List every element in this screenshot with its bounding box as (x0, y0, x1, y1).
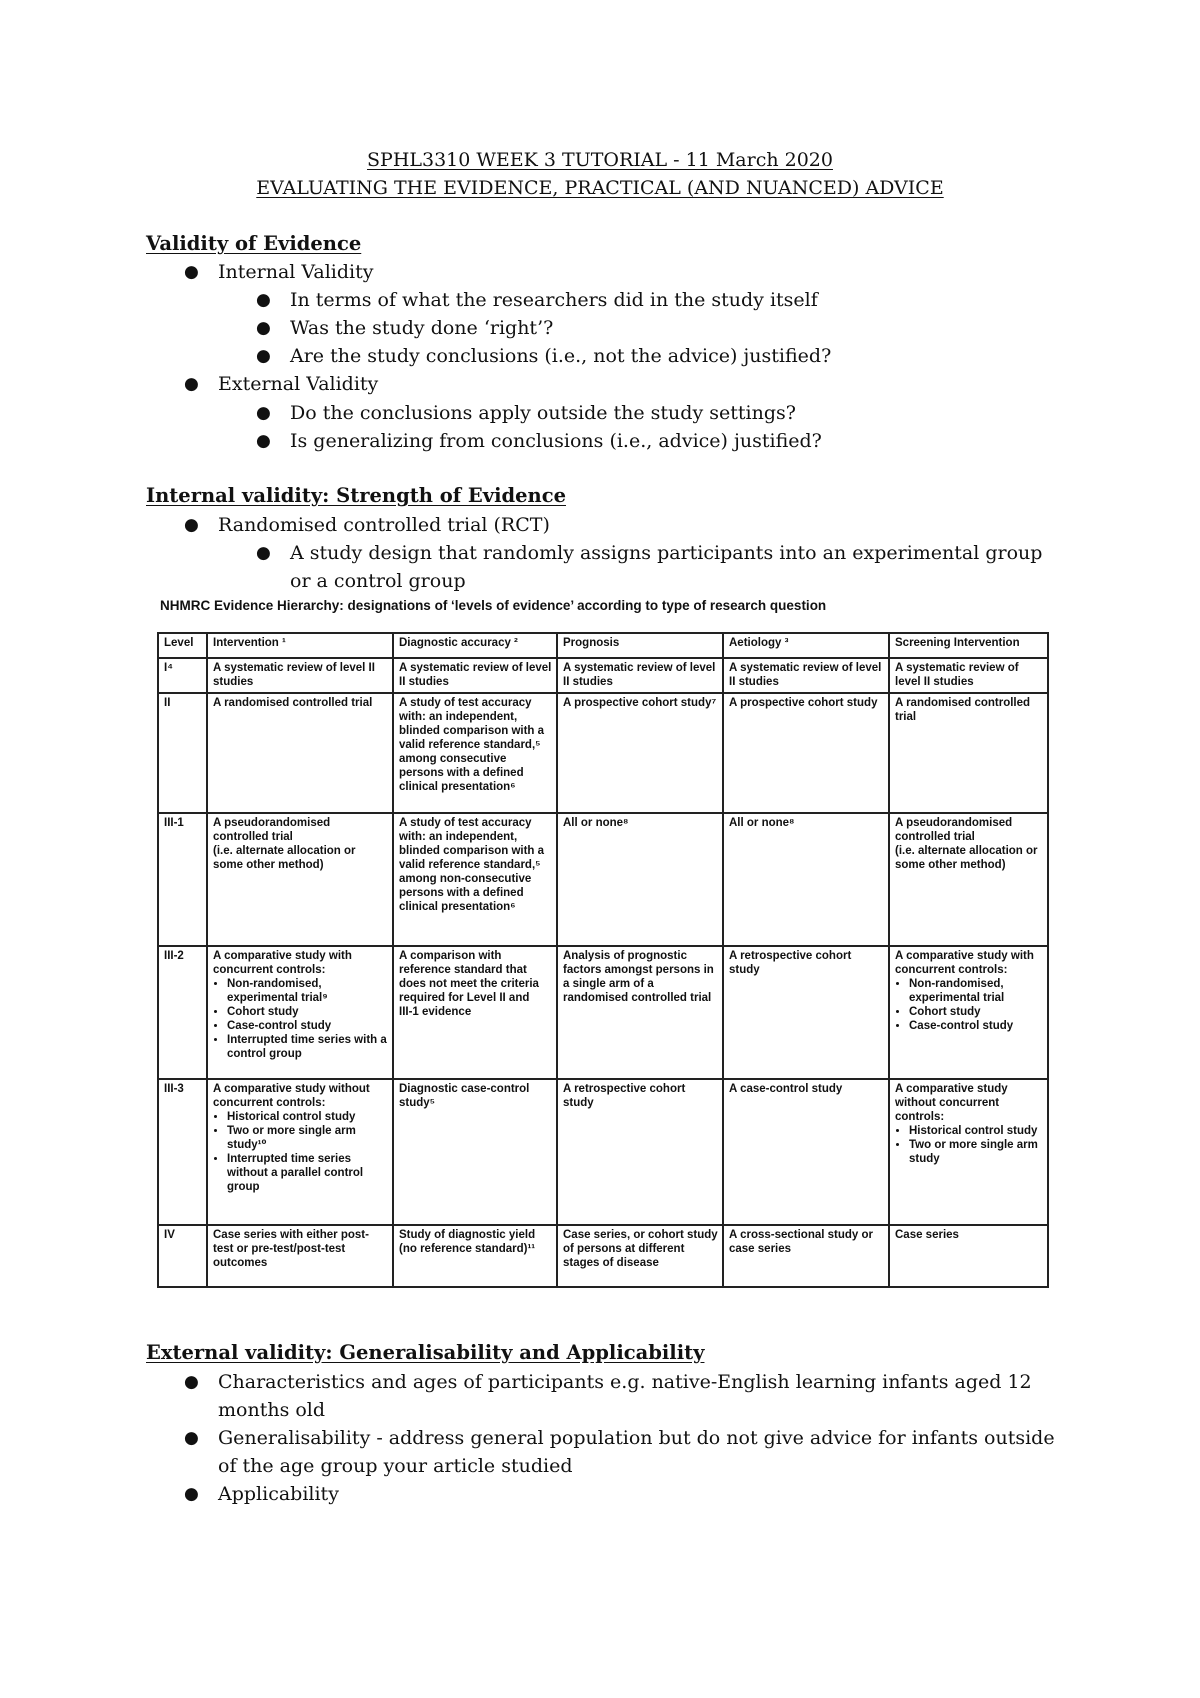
table-cell-level: III-1 (158, 813, 207, 946)
column-header: Intervention ¹ (207, 633, 393, 658)
title-line-2: EVALUATING THE EVIDENCE, PRACTICAL (AND NUANCED) ADVICE (256, 177, 944, 199)
cell-text: A pseudorandomised controlled trial (213, 817, 331, 843)
external-heading: External validity: Generalisability and Applicability (146, 1341, 705, 1364)
table-cell: A randomised controlled trial (207, 693, 393, 813)
table-cell (393, 946, 557, 1079)
table-cell: A systematic review of level II studies (723, 658, 889, 693)
list-item-label: Was the study done ‘right’? (290, 317, 554, 339)
list-item-label: External Validity (218, 373, 379, 395)
table-cell: All or none⁸ (723, 813, 889, 946)
column-header: Level (158, 633, 207, 658)
cell-list-item: • Historical control study (227, 1110, 388, 1124)
bullet-icon: ● (256, 346, 271, 366)
table-cell: All or none⁸ (557, 813, 723, 946)
table-cell: A systematic review of level II studies (207, 658, 393, 693)
table-cell-level: III-3 (158, 1079, 207, 1225)
cell-text: A comparison with reference standard that does not meet the criteria required for Level II and (399, 950, 539, 1004)
table-row (158, 1225, 1048, 1287)
list-item (256, 286, 1080, 314)
cell-text: A comparative study without concurrent controls: (895, 1083, 1008, 1123)
list-item-label: A study design that randomly assigns participants into an experimental group or a control group (290, 542, 1043, 592)
cell-text: A pseudorandomised controlled trial (895, 817, 1013, 843)
list-item-label: Do the conclusions apply outside the study settings? (290, 402, 796, 424)
cell-list-item: • Non-randomised, experimental trial (909, 977, 1043, 1005)
cell-text: A comparative study with concurrent controls: (213, 950, 352, 976)
list-item-label: Applicability (218, 1483, 339, 1505)
list-item (184, 1480, 1078, 1508)
cell-list (213, 977, 388, 1061)
table-cell: A prospective cohort study (723, 693, 889, 813)
list-item-label: Characteristics and ages of participants e.g. native-English learning infants aged 12 months old (218, 1371, 1032, 1421)
cell-list (895, 1124, 1043, 1166)
cell-note: III-1 evidence (399, 1006, 472, 1018)
cell-list-item: • Case-control study (227, 1019, 388, 1033)
cell-list-item: • Historical control study (909, 1124, 1043, 1138)
document-title (0, 146, 1200, 202)
column-header: Aetiology ³ (723, 633, 889, 658)
list-item (256, 427, 1080, 455)
table-cell: A retrospective cohort study (557, 1079, 723, 1225)
table-row (158, 813, 1048, 946)
cell-note: (i.e. alternate allocation or some other method) (895, 845, 1038, 871)
table-cell: Case series with either post-test or pre-test/post-test outcomes (207, 1225, 393, 1287)
list-item-label: Generalisability - address general population but do not give advice for infants outside of the age group your article studied (218, 1427, 1055, 1477)
cell-list-item: • Non-randomised, experimental trial⁹ (227, 977, 388, 1005)
table-cell-level: I⁴ (158, 658, 207, 693)
list-item (184, 1424, 1078, 1480)
table-cell-level: II (158, 693, 207, 813)
list-item-label: Internal Validity (218, 261, 374, 283)
table-cell-level: III-2 (158, 946, 207, 1079)
column-header: Prognosis (557, 633, 723, 658)
table-cell: A case-control study (723, 1079, 889, 1225)
table-cell: A retrospective cohort study (723, 946, 889, 1079)
cell-list-item: • Case-control study (909, 1019, 1043, 1033)
table-cell-level: IV (158, 1225, 207, 1287)
cell-list-item: • Two or more single arm study (909, 1138, 1043, 1166)
list-item-internal-validity (184, 258, 1078, 286)
cell-list-item: • Two or more single arm study¹⁰ (227, 1124, 388, 1152)
table-row (158, 946, 1048, 1079)
cell-note: (i.e. alternate allocation or some other method) (213, 845, 356, 871)
list-item-label: Is generalizing from conclusions (i.e., advice) justified? (290, 430, 822, 452)
column-header: Diagnostic accuracy ² (393, 633, 557, 658)
table-row (158, 658, 1048, 693)
cell-list (895, 977, 1043, 1033)
bullet-icon: ● (184, 515, 199, 535)
table-cell: A systematic review of level II studies (889, 658, 1048, 693)
table-cell (889, 813, 1048, 946)
table-cell: A cross-sectional study or case series (723, 1225, 889, 1287)
list-item-label: In terms of what the researchers did in the study itself (290, 289, 818, 311)
table-cell (889, 1079, 1048, 1225)
strength-heading: Internal validity: Strength of Evidence (146, 484, 566, 507)
list-item-label: Randomised controlled trial (RCT) (218, 514, 550, 536)
evidence-hierarchy-table (157, 632, 1049, 1288)
column-header: Screening Intervention (889, 633, 1048, 658)
list-item (256, 314, 1080, 342)
bullet-icon: ● (256, 403, 271, 423)
bullet-icon: ● (256, 543, 271, 563)
list-item-external-validity (184, 370, 1078, 398)
cell-text: A comparative study with concurrent controls: (895, 950, 1034, 976)
table-cell: A study of test accuracy with: an independent, blinded comparison with a valid reference standard,⁵ among non-consecutive persons with a defined clinical presentation⁶ (393, 813, 557, 946)
bullet-icon: ● (184, 1428, 199, 1448)
table-caption: NHMRC Evidence Hierarchy: designations of ‘levels of evidence’ according to type of research question (160, 598, 827, 613)
validity-heading: Validity of Evidence (146, 232, 362, 255)
list-item-label: Are the study conclusions (i.e., not the advice) justified? (290, 345, 832, 367)
list-item (256, 342, 1080, 370)
table-cell: Analysis of prognostic factors amongst persons in a single arm of a randomised controlled trial (557, 946, 723, 1079)
table-cell (207, 813, 393, 946)
bullet-icon: ● (184, 262, 199, 282)
table-cell: A study of test accuracy with: an independent, blinded comparison with a valid reference standard,⁵ among consecutive persons with a defined clinical presentation⁶ (393, 693, 557, 813)
cell-text: A comparative study without concurrent controls: (213, 1083, 370, 1109)
table-row (158, 693, 1048, 813)
cell-list (213, 1110, 388, 1194)
bullet-icon: ● (256, 318, 271, 338)
table-cell: A systematic review of level II studies (393, 658, 557, 693)
table-cell: A randomised controlled trial (889, 693, 1048, 813)
bullet-icon: ● (256, 431, 271, 451)
list-item (184, 1368, 1078, 1424)
table-cell: Diagnostic case-control study⁵ (393, 1079, 557, 1225)
table-header-row (158, 633, 1048, 658)
table-cell: A systematic review of level II studies (557, 658, 723, 693)
cell-list-item: • Interrupted time series without a parallel control group (227, 1152, 388, 1194)
cell-list-item: • Interrupted time series with a control group (227, 1033, 388, 1061)
table-cell (207, 946, 393, 1079)
title-line-1: SPHL3310 WEEK 3 TUTORIAL - 11 March 2020 (367, 149, 833, 171)
cell-list-item: • Cohort study (909, 1005, 1043, 1019)
table-cell: Case series, or cohort study of persons at different stages of disease (557, 1225, 723, 1287)
table-cell: A prospective cohort study⁷ (557, 693, 723, 813)
bullet-icon: ● (184, 1484, 199, 1504)
list-item-rct (184, 511, 1078, 539)
table-cell: Study of diagnostic yield (no reference standard)¹¹ (393, 1225, 557, 1287)
bullet-icon: ● (256, 290, 271, 310)
bullet-icon: ● (184, 374, 199, 394)
table-cell (889, 946, 1048, 1079)
bullet-icon: ● (184, 1372, 199, 1392)
list-item (256, 399, 1080, 427)
table-cell (207, 1079, 393, 1225)
table-cell: Case series (889, 1225, 1048, 1287)
list-item-rct-definition (256, 539, 1060, 595)
table-row (158, 1079, 1048, 1225)
cell-list-item: • Cohort study (227, 1005, 388, 1019)
